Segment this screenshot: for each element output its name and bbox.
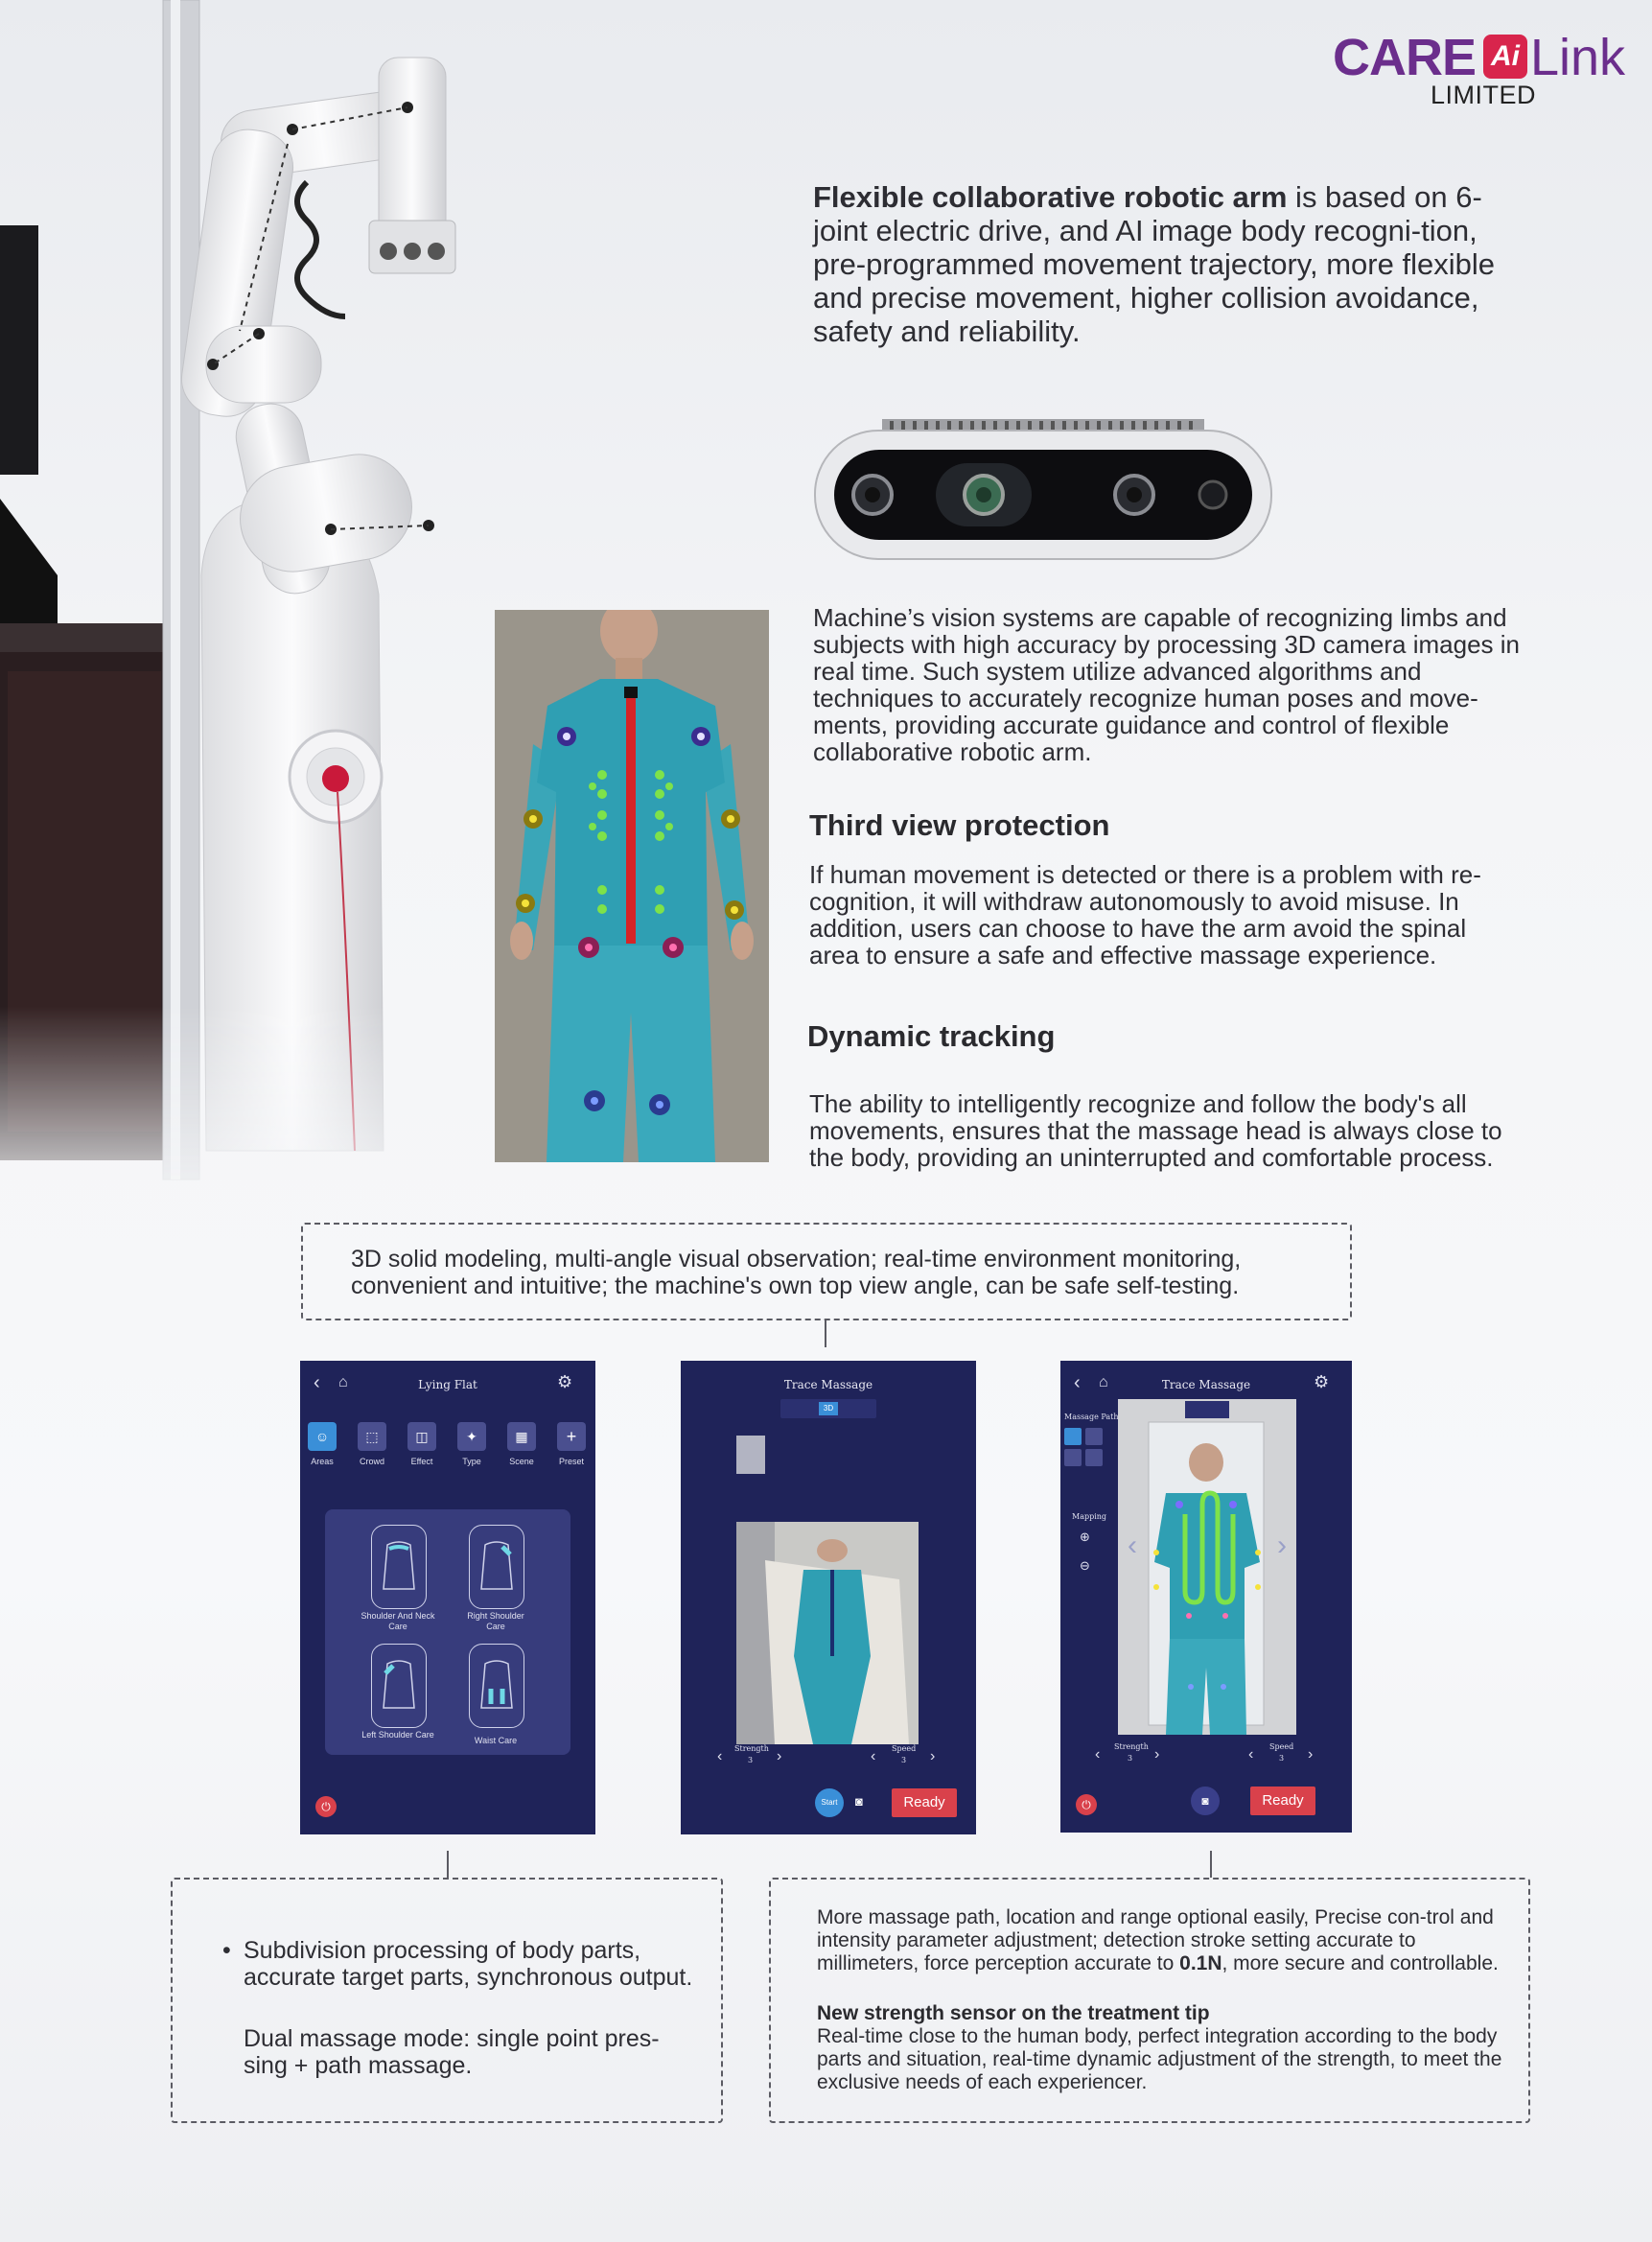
- shoulder-neck-card[interactable]: [371, 1525, 427, 1609]
- torso-icon: [372, 1645, 426, 1727]
- area-tool-icon[interactable]: [1085, 1449, 1103, 1466]
- type-icon[interactable]: ✦: [457, 1422, 486, 1451]
- app-screen-trace-massage-3d: [681, 1361, 976, 1834]
- back-icon[interactable]: ‹: [314, 1372, 320, 1393]
- view-mode-toggle[interactable]: [780, 1399, 876, 1418]
- third-view-heading: Third view protection: [809, 808, 1110, 842]
- right-shoulder-label: Right Shoulder Care: [467, 1611, 524, 1631]
- camera-icon[interactable]: ◙: [855, 1794, 863, 1809]
- crowd-icon[interactable]: ⬚: [358, 1422, 386, 1451]
- strength-value: 3: [1128, 1754, 1133, 1763]
- left-shoulder-label: Left Shoulder Care: [361, 1730, 434, 1740]
- strength-sensor-callout-box: [769, 1878, 1530, 2123]
- screen1-title: Lying Flat: [418, 1378, 477, 1391]
- speed-value: 3: [901, 1756, 907, 1764]
- massage-path-label: Massage Path: [1064, 1413, 1119, 1421]
- right-shoulder-card[interactable]: [469, 1525, 524, 1609]
- intro-paragraph: [813, 180, 1523, 348]
- speed-label: Speed: [892, 1744, 917, 1753]
- speed-increase-icon[interactable]: ›: [1308, 1746, 1314, 1763]
- strength-label: Strength: [1114, 1742, 1149, 1751]
- robot-arm-illustration: [0, 0, 499, 1227]
- ready-button[interactable]: Ready: [892, 1788, 957, 1817]
- effect-icon[interactable]: ◫: [407, 1422, 436, 1451]
- logo-care-text: CARE: [1333, 29, 1477, 86]
- force-value: 0.1N: [1179, 1952, 1222, 1974]
- app-screen-lying-flat: [300, 1361, 595, 1834]
- shoulder-neck-label: Shoulder And Neck Care: [361, 1611, 435, 1631]
- preset-label: Preset: [558, 1457, 584, 1466]
- point-tool-icon[interactable]: [1085, 1428, 1103, 1445]
- dynamic-tracking-heading: Dynamic tracking: [807, 1019, 1056, 1053]
- dual-mode-text: Dual massage mode: single point pres-sing + path massage.: [244, 2025, 660, 2079]
- home-icon[interactable]: ⌂: [1099, 1374, 1108, 1390]
- strength-increase-icon[interactable]: ›: [1154, 1746, 1160, 1763]
- loop-tool-icon[interactable]: [1064, 1449, 1082, 1466]
- body-parts-callout-box: [171, 1878, 723, 2123]
- torso-icon: [470, 1526, 524, 1608]
- areas-icon[interactable]: ☺: [308, 1422, 337, 1451]
- third-view-paragraph: If human movement is detected or there is a problem with re-cognition, it will withdraw autonomously to avoid misuse. In addition, users can choose to have the arm avoid the spinal area to ensure a safe and effective massage experience.: [809, 860, 1481, 969]
- zoom-out-icon[interactable]: ⊖: [1080, 1558, 1090, 1573]
- massage-path-text-b: , more secure and controllable.: [1222, 1952, 1499, 1974]
- power-icon[interactable]: ⏻: [1076, 1794, 1097, 1815]
- power-icon[interactable]: ⏻: [315, 1796, 337, 1817]
- logo-ai-badge: Ai: [1483, 35, 1527, 79]
- 3d-scene-view: [736, 1436, 928, 1744]
- scene-label: Scene: [509, 1457, 534, 1466]
- strength-value: 3: [748, 1756, 754, 1764]
- home-icon[interactable]: ⌂: [338, 1374, 348, 1390]
- intro-rest: is based on 6-joint electric drive, and AI image body recogni-tion, pre-programmed movement trajectory, more flexible and precise movement, higher collision avoidance, safety and reliability.: [813, 180, 1495, 348]
- logo-link-text: Link: [1530, 29, 1626, 86]
- crowd-label: Crowd: [359, 1457, 384, 1466]
- strength-increase-icon[interactable]: ›: [777, 1748, 782, 1764]
- massage-path-paragraph: [817, 1906, 1507, 1975]
- next-view-icon[interactable]: ›: [1277, 1530, 1287, 1561]
- connector-line: [447, 1851, 449, 1878]
- left-shoulder-card[interactable]: [371, 1644, 427, 1728]
- vision-paragraph: Machine’s vision systems are capable of recognizing limbs and subjects with high accuracy by processing 3D camera images in real time. Such system utilize advanced algorithms and techniques to accurately recognize human poses and move-ments, providing accurate guidance and control of flexible collaborative robotic arm.: [813, 603, 1521, 766]
- speed-decrease-icon[interactable]: ‹: [871, 1748, 876, 1764]
- settings-icon[interactable]: ⚙: [1314, 1372, 1330, 1391]
- massage-path-text-a: More massage path, location and range optional easily, Precise con-trol and intensity parameter adjustment; detection stroke setting accurate to millimeters, force perception accurate to: [817, 1906, 1494, 1974]
- modeling-callout-text: 3D solid modeling, multi-angle visual observation; real-time environment monitoring, convenient and intuitive; the machine's own top view angle, can be safe self-testing.: [351, 1246, 1242, 1299]
- waist-care-card[interactable]: [469, 1644, 524, 1728]
- effect-label: Effect: [410, 1457, 433, 1466]
- body-parts-bullet: • Subdivision processing of body parts, accurate target parts, synchronous output.: [221, 1937, 704, 1991]
- preset-icon[interactable]: +: [557, 1422, 586, 1451]
- type-label: Type: [462, 1457, 481, 1466]
- screen3-title: Trace Massage: [1161, 1378, 1251, 1391]
- connector-line: [1210, 1851, 1212, 1878]
- areas-label: Areas: [311, 1457, 334, 1466]
- speed-increase-icon[interactable]: ›: [930, 1748, 936, 1764]
- waist-care-label: Waist Care: [474, 1736, 518, 1745]
- settings-icon[interactable]: ⚙: [557, 1372, 573, 1391]
- intro-bold: Flexible collaborative robotic arm: [813, 180, 1288, 214]
- zoom-in-icon[interactable]: ⊕: [1080, 1530, 1090, 1544]
- 3d-mode-button[interactable]: 3D: [819, 1402, 838, 1415]
- care-area-panel: [325, 1509, 570, 1755]
- strength-label: Strength: [734, 1744, 769, 1753]
- speed-value: 3: [1279, 1754, 1285, 1763]
- app-screen-trace-massage-path: [1060, 1361, 1352, 1833]
- strength-sensor-heading: New strength sensor on the treatment tip: [817, 2002, 1210, 2024]
- path-tool-icon[interactable]: [1064, 1428, 1082, 1445]
- 3d-camera-illustration: [813, 417, 1273, 561]
- body-path-view: [1118, 1399, 1296, 1735]
- speed-label: Speed: [1269, 1742, 1294, 1751]
- strength-decrease-icon[interactable]: ‹: [1095, 1746, 1101, 1763]
- camera-icon[interactable]: ◙: [1191, 1787, 1220, 1815]
- dynamic-tracking-paragraph: The ability to intelligently recognize and follow the body's all movements, ensures that the massage head is always close to the body, providing an uninterrupted and comfortable process.: [809, 1089, 1502, 1172]
- screen2-title: Trace Massage: [783, 1378, 873, 1391]
- back-icon[interactable]: ‹: [1074, 1372, 1081, 1393]
- modeling-callout-box: [301, 1223, 1352, 1320]
- ready-button[interactable]: Ready: [1250, 1787, 1315, 1815]
- mapping-label: Mapping: [1072, 1512, 1107, 1521]
- brand-logo: [1333, 27, 1626, 113]
- connector-line: [825, 1320, 826, 1347]
- strength-decrease-icon[interactable]: ‹: [717, 1748, 723, 1764]
- scene-icon[interactable]: ▦: [507, 1422, 536, 1451]
- torso-icon: [372, 1526, 426, 1608]
- torso-icon: [470, 1645, 524, 1727]
- strength-sensor-paragraph: Real-time close to the human body, perfect integration according to the body parts and situation, real-time dynamic adjustment of the strength, to meet the exclusive needs of each experiencer.: [817, 2025, 1502, 2093]
- start-button[interactable]: Start: [815, 1788, 844, 1817]
- body-recognition-photo: [495, 610, 769, 1162]
- speed-decrease-icon[interactable]: ‹: [1248, 1746, 1254, 1763]
- logo-limited-text: LIMITED: [1431, 81, 1537, 109]
- previous-view-icon[interactable]: ‹: [1128, 1530, 1137, 1561]
